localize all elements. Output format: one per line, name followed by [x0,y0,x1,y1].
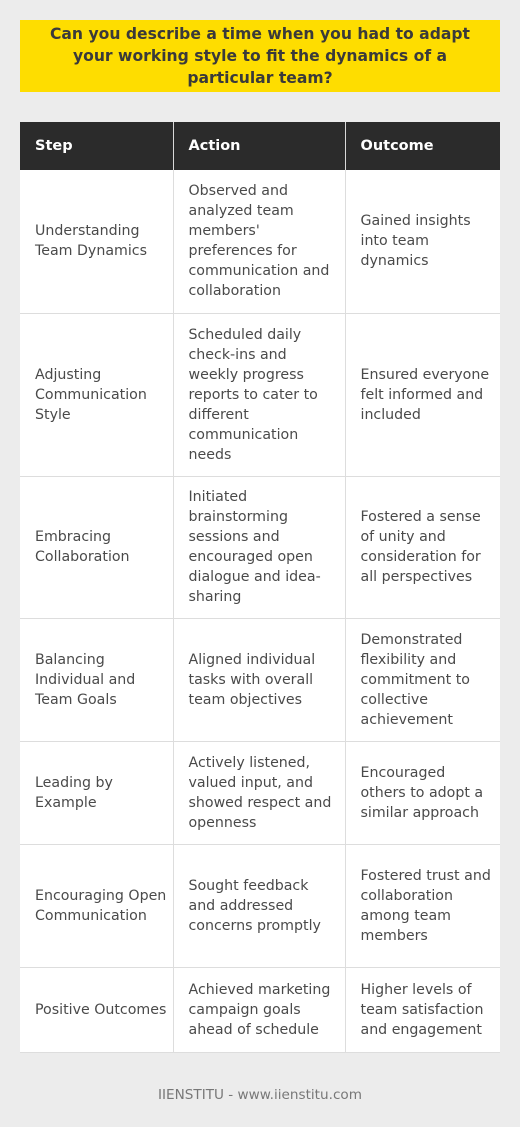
step-cell: Understanding Team Dynamics [20,170,173,313]
action-cell: Scheduled daily check-ins and weekly progress reports to cater to different communication needs [173,313,345,476]
step-cell: Positive Outcomes [20,967,173,1052]
action-cell: Initiated brainstorming sessions and encouraged open dialogue and idea-sharing [173,476,345,618]
step-cell: Embracing Collaboration [20,476,173,618]
table-row [20,844,500,967]
table-row [20,476,500,618]
table-row [20,313,500,476]
step-cell: Adjusting Communication Style [20,313,173,476]
action-cell: Aligned individual tasks with overall team objectives [173,618,345,741]
table-header-row [20,122,500,170]
table-row [20,170,500,313]
step-cell: Leading by Example [20,741,173,844]
question-banner [20,20,500,92]
column-header-step: Step [20,122,173,170]
outcome-cell: Encouraged others to adopt a similar approach [345,741,500,844]
column-header-outcome: Outcome [345,122,500,170]
outcome-cell: Demonstrated flexibility and commitment to collective achievement [345,618,500,741]
table-row [20,741,500,844]
table-row [20,967,500,1052]
footer-credit: IIENSTITU - www.iienstitu.com [158,1087,362,1103]
action-cell: Achieved marketing campaign goals ahead of schedule [173,967,345,1052]
step-cell: Encouraging Open Communication [20,844,173,967]
outcome-cell: Fostered trust and collaboration among team members [345,844,500,967]
outcome-cell: Fostered a sense of unity and consideration for all perspectives [345,476,500,618]
table-row [20,618,500,741]
step-cell: Balancing Individual and Team Goals [20,618,173,741]
outcome-cell: Gained insights into team dynamics [345,170,500,313]
column-header-action: Action [173,122,345,170]
steps-table [20,122,500,1053]
action-cell: Observed and analyzed team members' preferences for communication and collaboration [173,170,345,313]
outcome-cell: Ensured everyone felt informed and included [345,313,500,476]
question-title: Can you describe a time when you had to adapt your working style to fit the dynamics of a particular team? [49,25,471,87]
action-cell: Sought feedback and addressed concerns promptly [173,844,345,967]
action-cell: Actively listened, valued input, and showed respect and openness [173,741,345,844]
outcome-cell: Higher levels of team satisfaction and engagement [345,967,500,1052]
